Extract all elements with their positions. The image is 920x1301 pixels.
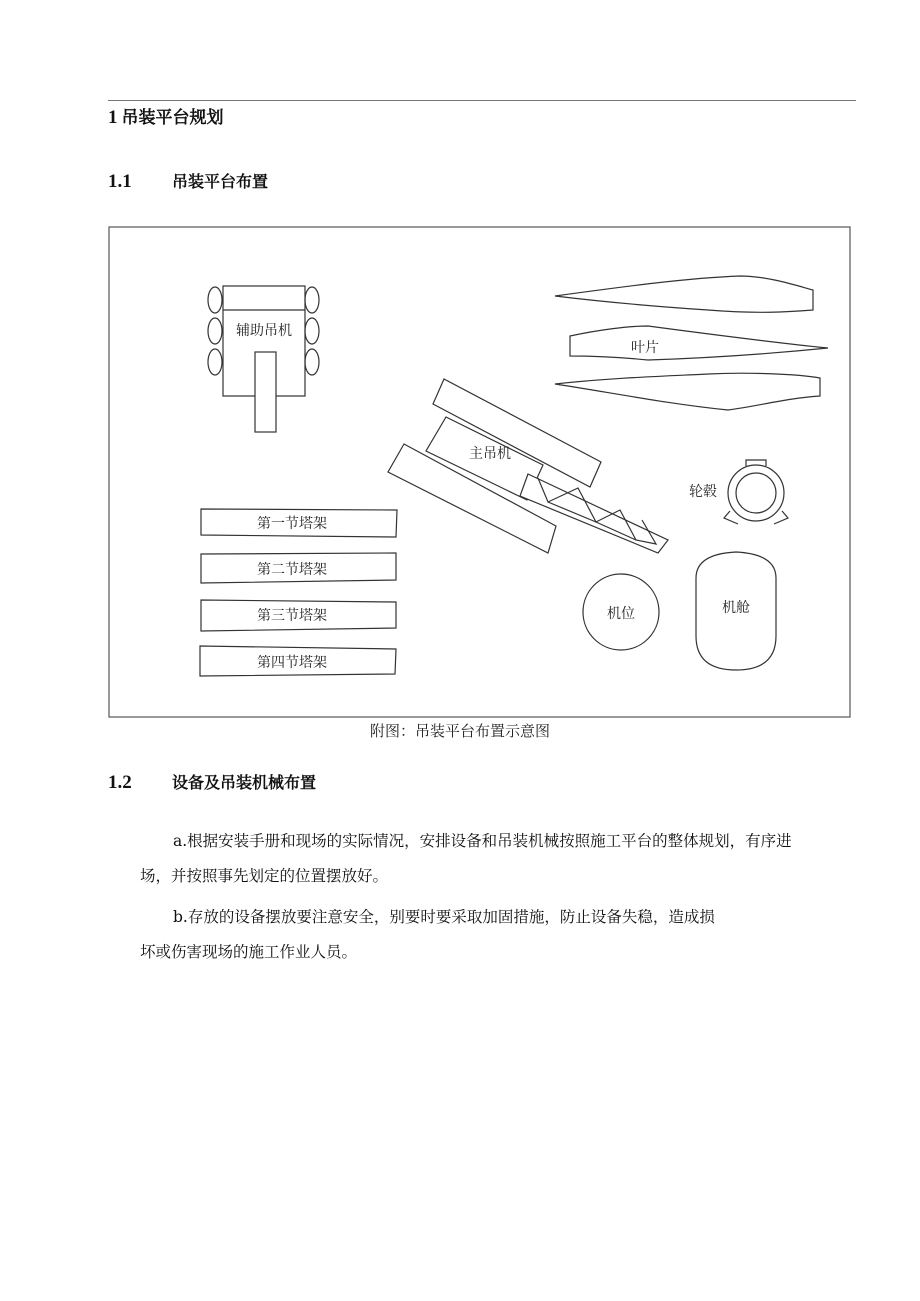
paragraph-a-line-2: 场，并按照事先划定的位置摆放好。 (140, 867, 389, 885)
blade-label: 叶片 (631, 340, 659, 356)
nacelle-label: 机舱 (722, 600, 750, 616)
section-1-1-number: 1.1 (108, 171, 132, 192)
section-1-2-heading (108, 770, 316, 794)
section-1-heading (108, 103, 224, 129)
paragraph-b-line-2: 坏或伤害现场的施工作业人员。 (140, 943, 358, 961)
paragraph-a-line-1: a.根据安装手册和现场的实际情况，安排设备和吊装机械按照施工平台的整体规划，有序进 (173, 832, 792, 850)
blade-shapes (555, 276, 828, 410)
layout-diagram (108, 226, 851, 718)
tower-3-label: 第三节塔架 (257, 608, 327, 624)
header-rule (108, 100, 856, 101)
section-1-2-number: 1.2 (108, 772, 132, 793)
paragraph-b (140, 900, 855, 970)
tower-shapes (200, 509, 397, 676)
section-1-1-title: 吊装平台布置 (172, 172, 269, 191)
hub-shape (724, 460, 788, 524)
paragraph-b-line-1: b.存放的设备摆放要注意安全，别要时要采取加固措施，防止设备失稳，造成损 (173, 908, 715, 926)
aux-crane-label: 辅助吊机 (236, 323, 292, 339)
hub-label: 轮毂 (689, 484, 717, 500)
tower-2-label: 第二节塔架 (257, 562, 327, 578)
section-1-title: 吊装平台规划 (121, 108, 224, 128)
section-1-1-heading (108, 169, 268, 193)
section-1-2-title: 设备及吊装机械布置 (172, 773, 317, 792)
tower-1-label: 第一节塔架 (257, 516, 327, 532)
aux-crane-shape (208, 286, 319, 432)
tower-4-label: 第四节塔架 (257, 655, 327, 671)
section-1-number: 1 (108, 107, 118, 128)
paragraph-a (140, 824, 855, 894)
main-crane-label: 主吊机 (469, 446, 511, 462)
main-crane-shape (388, 379, 668, 553)
figure-caption: 附图：吊装平台布置示意图 (369, 722, 550, 740)
position-label: 机位 (607, 606, 635, 622)
